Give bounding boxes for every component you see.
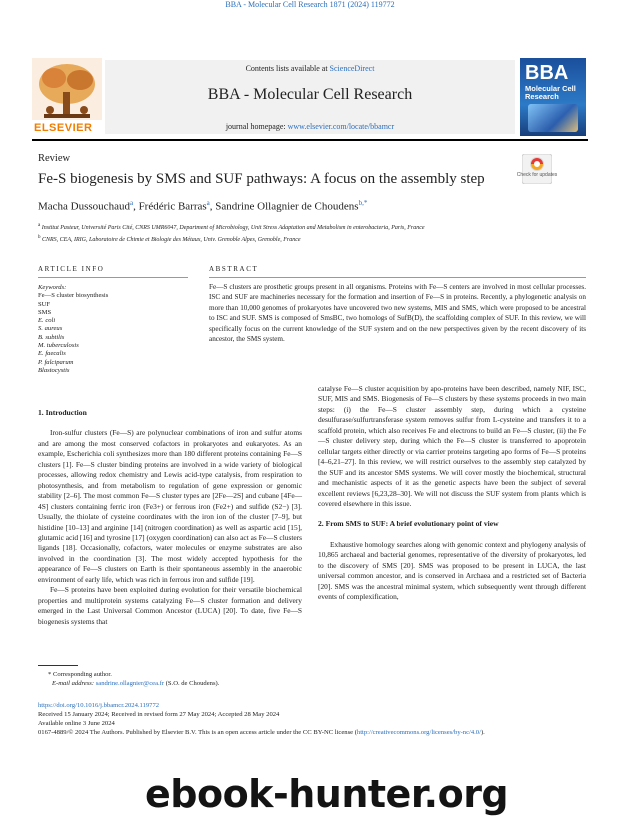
available-online-date: Available online 3 June 2024	[38, 720, 115, 727]
section-heading: 1. Introduction	[38, 408, 87, 417]
author-affiliation-mark[interactable]: a	[129, 199, 134, 207]
cover-artwork	[528, 104, 578, 132]
email-link[interactable]: sandrine.ollagnier@cea.fr	[95, 680, 165, 687]
contents-prefix: Contents lists available at	[245, 64, 330, 73]
doi-link[interactable]: https://doi.org/10.1016/j.bbamcr.2024.119772	[38, 702, 160, 709]
affiliation-mark: b	[38, 235, 41, 240]
cover-subtitle: Molecular Cell Research	[525, 84, 576, 101]
email-line	[38, 679, 338, 688]
journal-homepage-link[interactable]: www.elsevier.com/locate/bbamcr	[287, 122, 395, 131]
keyword: E. faecalis	[38, 350, 66, 358]
keyword: SMS	[38, 308, 52, 316]
keyword: Fe—S cluster biosynthesis	[38, 292, 109, 300]
article-title: Fe-S biogenesis by SMS and SUF pathways: A focus on the assembly step	[38, 171, 485, 187]
section-heading: 2. From SMS to SUF: A brief evolutionary point of view	[318, 519, 499, 529]
affiliation-line	[38, 221, 425, 233]
journal-name: BBA - Molecular Cell Research	[207, 86, 413, 103]
keyword: Blastocystis	[38, 366, 70, 374]
article-info-heading: ARTICLE INFO	[38, 265, 105, 273]
author-list: Macha Dussouchaud$^a$, Frédéric Barras$^a$, Sandrine Ollagnier de Choudens$^{b,*}$	[38, 199, 368, 213]
body-paragraph: Exhaustive homology searches along with genomic context and phylogeny analysis of 10,865 archaeal and bacterial genomes, representative of the diversity of prokaryotes, led to the discovery of SMS [20]. SMS was proposed to be present in LUCA, the last universal common ancestor, and is conserved in Archaea and a restricted set of Bacteria [20]. SMS was the ancestral minimal system, which subsequently went through different events of complexification,	[318, 539, 586, 602]
body-right-column	[318, 384, 586, 603]
abstract-heading: ABSTRACT	[209, 265, 259, 273]
homepage-prefix: journal homepage:	[225, 122, 288, 131]
author-name[interactable]: Sandrine Ollagnier de Choudens	[215, 200, 359, 213]
paragraph-gap	[318, 509, 586, 519]
publisher-name: ELSEVIER	[34, 122, 93, 134]
keyword: E. coli	[38, 317, 56, 325]
affiliation-text: CNRS, CEA, IRIG, Laboratoire de Chimie et Biologie des Métaux, Univ. Grenoble Alpes, Grenoble, France	[42, 237, 301, 243]
check-for-updates-icon[interactable]	[522, 154, 552, 184]
corresponding-footnote	[38, 670, 338, 688]
keyword: M. tuberculosis	[38, 342, 79, 350]
license-suffix: ).	[480, 729, 485, 736]
license-line	[38, 728, 588, 737]
cover-title: BBA	[525, 62, 569, 84]
article-footer	[38, 701, 588, 737]
body-paragraph: Fe—S proteins have been exploited during evolution for their versatile biochemical properties and multiprotein systems catalyzing Fe—S cluster formation and delivery emerged in the Last Universal Common Ancestor (LUCA) [20]. To date, five Fe—S biogenesis systems that	[38, 585, 302, 626]
check-for-updates-label[interactable]: Check for updates	[516, 172, 558, 178]
email-suffix: (S.O. de Choudens).	[164, 680, 220, 687]
license-link[interactable]: http://creativecommons.org/licenses/by-nc/4.0/	[356, 729, 481, 736]
body-paragraph: catalyse Fe—S cluster acquisition by apo-proteins have been described, namely NIF, ISC, SUF, MIS and SMS. Biogenesis of Fe—S clusters by these systems proceeds in two main steps: (i) the Fe—S cluster assembly step, during which a cysteine desulfurase/sulfurtransferase system removes sulfur from L-cysteine and transfers it to a scaffold protein, which also receives Fe and electrons to build an Fe—S cluster, (ii) the Fe—S cluster delivery step, during which the Fe—S cluster is transferred to apoprotein cellular targets either directly or via carrier proteins targeting apo forms of Fe—S proteins [4–6,21–27]. In this review, we will restrict ourselves to the assembly step catalyzed by the SUF and its ancestor SMS systems. We will cover mostly the biochemical, structural and mechanistic aspects of it as the genetic aspects have been the subject of several excellent reviews [6,23,28–30]. We will not discuss the SUF system from plants which is covered elsewhere in this issue.	[318, 384, 586, 508]
affiliations	[38, 221, 425, 245]
contents-availability	[105, 64, 515, 73]
journal-cover-image	[520, 58, 586, 136]
journal-homepage	[105, 122, 515, 131]
affiliation-line	[38, 233, 425, 245]
author-name[interactable]: Macha Dussouchaud	[38, 200, 130, 213]
keyword: S. aureus	[38, 325, 63, 333]
abstract-rule	[209, 277, 586, 278]
header-divider	[32, 139, 588, 141]
keywords-block	[38, 284, 188, 375]
body-paragraph: Iron-sulfur clusters (Fe—S) are polynuclear combinations of iron and sulfur atoms and are among the most conserved cofactors in prokaryotes and eukaryotes. As an example, Escherichia coli synthesizes more than 180 different proteins containing Fe—S clusters [1]. Fe—S cluster binding proteins are involved in a wide variety of biological processes, allowing redox chemistry and Lewis acid-type catalysis, from respiration to photosynthesis, and from metabolism to regulation of gene expression or genomic stability [2–6]. The most common Fe—S cluster types are [2Fe—2S] and cubane [4Fe—4S] clusters containing ferric iron (Fe3+) or ferrous iron (Fe2+) and sulfide (S2−) [3]. Usually, the thiolate of cysteine coordinates with the iron ion of the cluster [7–9], but histidine [10–13] and arginine [14] (nitrogen coordination) as well as aspartic acid [15], glutamic acid [16] and tyrosine [17] (oxygen coordination) can also act as Fe—S clusters ligands [18]. Occasionally, cofactors, water molecules or enzyme substrates are also involved in the coordination [3]. The most widely accepted hypothesis for the appearance of Fe—S clusters on Earth is their spontaneous assembly in the anaerobic environment of early life, which was rich in ferrous iron and sulfide [19].	[38, 428, 302, 584]
author-affiliation-mark[interactable]: b,*	[358, 199, 368, 207]
watermark-text: ebook-hunter.org	[145, 772, 509, 816]
keyword: SUF	[38, 300, 51, 308]
journal-citation-line[interactable]: BBA - Molecular Cell Research 1871 (2024) 119772	[225, 0, 395, 9]
body-left-column	[38, 408, 302, 627]
license-text: 0167-4889/© 2024 The Authors. Published by Elsevier B.V. This is an open access article under the CC BY-NC license (	[38, 729, 357, 736]
keywords-label: Keywords:	[38, 284, 67, 291]
email-label: E-mail address:	[52, 680, 96, 687]
affiliation-text: Institut Pasteur, Université Paris Cité, CNRS UMR6047, Department of Microbiology, Unit Stress Adaptation and Metabolism in enterobacteria, Paris, France	[41, 225, 425, 231]
sciencedirect-link[interactable]: ScienceDirect	[329, 64, 375, 73]
author-affiliation-mark[interactable]: a	[206, 199, 210, 207]
keyword: B. subtilis	[38, 333, 65, 341]
footnote-divider	[38, 665, 78, 666]
corresponding-author-note: * Corresponding author.	[48, 671, 112, 678]
article-type: Review	[38, 153, 71, 164]
affiliation-mark: a	[38, 223, 41, 228]
keyword: P. falciparum	[38, 358, 74, 366]
article-info-rule	[38, 277, 188, 278]
received-dates: Received 15 January 2024; Received in revised form 27 May 2024; Accepted 28 May 2024	[38, 711, 280, 718]
abstract-text: Fe—S clusters are prosthetic groups present in all organisms. Proteins with Fe—S centers are involved in most cellular processes. ISC and SUF are machineries necessary for the formation and insertion of Fe—S in proteins. Recently, a phylogenetic analysis on more than 10,000 genomes of prokaryotes have uncovered two new systems, MIS and SMS, which were proposed to be ancestral to ISC and SUF. SMS is composed of SmsBC, two homologs of SufB(D), the scaffolding complex of SUF. In this review, we will specifically focus on the current knowledge of the SUF system and on the new perspectives given by the recent discovery of its ancestor, the SMS system.	[209, 283, 586, 344]
author-name[interactable]: Frédéric Barras	[138, 200, 207, 213]
